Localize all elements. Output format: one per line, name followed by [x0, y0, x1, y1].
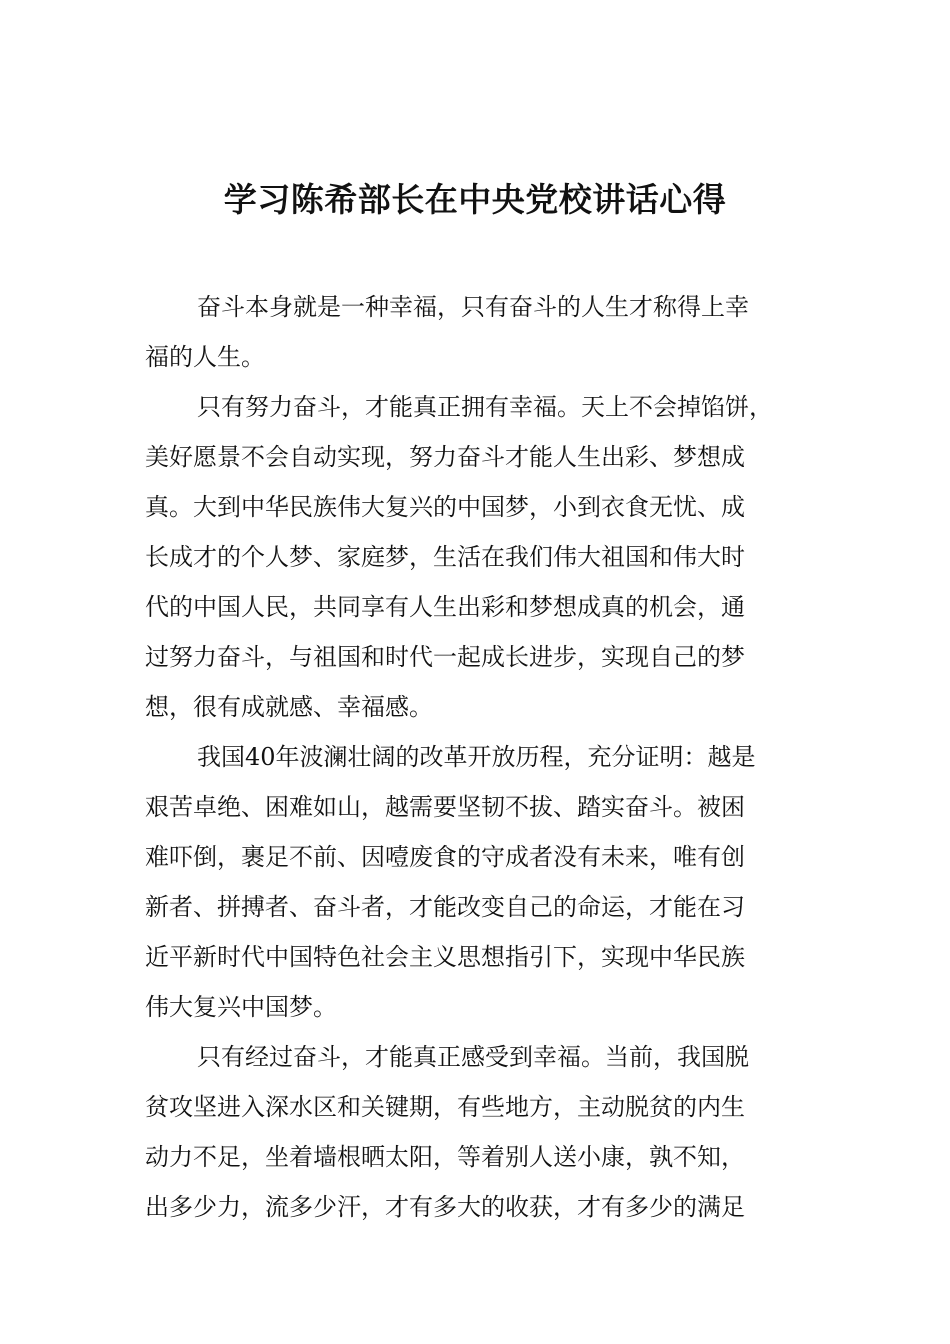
text-line: 动力不足，坐着墙根晒太阳，等着别人送小康，孰不知， [145, 1143, 745, 1171]
text-line: 近平新时代中国特色社会主义思想指引下，实现中华民族 [145, 943, 745, 971]
text-line: 只有努力奋斗，才能真正拥有幸福。天上不会掉馅饼， [197, 393, 773, 421]
text-line: 只有经过奋斗，才能真正感受到幸福。当前，我国脱 [197, 1043, 749, 1071]
document-title: 学习陈希部长在中央党校讲话心得 [223, 180, 727, 219]
text-line: 奋斗本身就是一种幸福，只有奋斗的人生才称得上幸 [197, 293, 749, 321]
text-line: 难吓倒，裹足不前、因噎废食的守成者没有未来，唯有创 [145, 843, 745, 871]
text-line: 新者、拼搏者、奋斗者，才能改变自己的命运，才能在习 [145, 893, 745, 921]
text-line: 美好愿景不会自动实现，努力奋斗才能人生出彩、梦想成 [145, 443, 745, 471]
text-line: 代的中国人民，共同享有人生出彩和梦想成真的机会，通 [145, 593, 745, 621]
text-line: 长成才的个人梦、家庭梦，生活在我们伟大祖国和伟大时 [145, 543, 745, 571]
text-line: 福的人生。 [145, 343, 265, 371]
text-line: 艰苦卓绝、困难如山，越需要坚韧不拔、踏实奋斗。被困 [145, 793, 745, 821]
text-line: 想，很有成就感、幸福感。 [145, 693, 433, 721]
text-line: 出多少力，流多少汗，才有多大的收获，才有多少的满足 [145, 1193, 745, 1221]
text-line: 过努力奋斗，与祖国和时代一起成长进步，实现自己的梦 [145, 643, 745, 671]
text-line: 真。大到中华民族伟大复兴的中国梦，小到衣食无忧、成 [145, 493, 745, 521]
text-line: 我国40年波澜壮阔的改革开放历程，充分证明：越是 [197, 743, 756, 771]
text-line: 伟大复兴中国梦。 [145, 993, 337, 1021]
text-line: 贫攻坚进入深水区和关键期，有些地方，主动脱贫的内生 [145, 1093, 745, 1121]
document-body [145, 282, 810, 1232]
